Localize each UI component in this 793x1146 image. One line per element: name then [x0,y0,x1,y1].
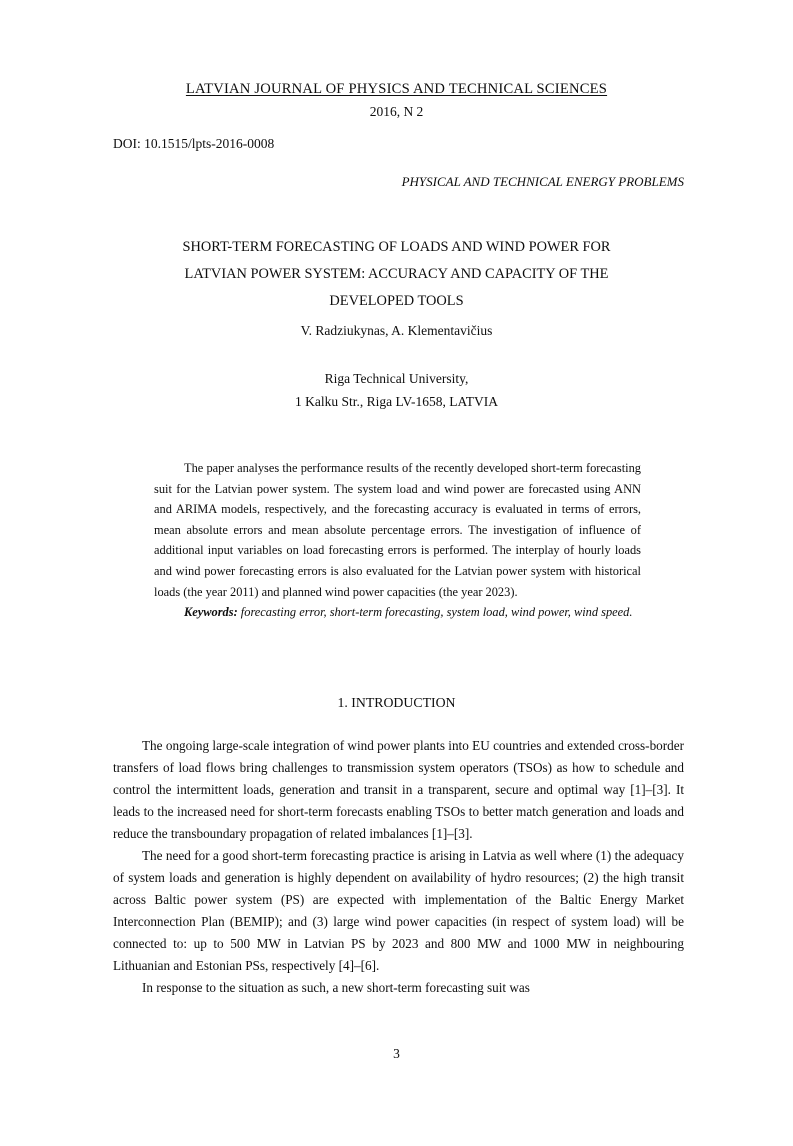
introduction-body [113,735,684,999]
section-banner: PHYSICAL AND TECHNICAL ENERGY PROBLEMS [401,174,684,189]
abstract-paragraph: The paper analyses the performance results of the recently developed short-term forecasting suit for the Latvian power system. The system load and wind power are forecasted using ANN and ARIMA models, respectively, and the forecasting accuracy is evaluated in terms of errors, mean absolute errors and mean absolute percentage errors. The investigation of influence of additional input variables on load forecasting errors is performed. The interplay of hourly loads and wind power forecasting errors is also evaluated for the Latvian power system with historical loads (the year 2011) and planned wind power capacities (the year 2023). [154,461,641,599]
article-title-line: SHORT-TERM FORECASTING OF LOADS AND WIND POWER FOR [182,239,611,255]
authors-line: V. Radziukynas, A. Klementavičius [300,323,493,338]
journal-title-text: LATVIAN JOURNAL OF PHYSICS AND TECHNICAL SCIENCES [185,81,608,97]
keywords-label: Keywords: [184,605,238,620]
issue-line: 2016, N 2 [369,104,424,119]
article-title-line: DEVELOPED TOOLS [329,293,464,309]
article-title-line: LATVIAN POWER SYSTEM: ACCURACY AND CAPACITY OF THE [184,266,609,282]
doi-line: DOI: 10.1515/lpts-2016-0008 [113,136,275,151]
keywords-paragraph [154,602,641,623]
body-paragraph: The ongoing large-scale integration of wind power plants into EU countries and extended cross-border transfers of load flows bring challenges to transmission system operators (TSOs) as how to schedule and control the intermittent loads, generation and transit in a transparent, secure and optimal way [1]–[3]. It leads to the increased need for short-term forecasts enabling TSOs to better match generation and loads and reduce the transboundary propagation of related imbalances [1]–[3]. [113,738,684,841]
journal-title [0,81,793,98]
affiliation-line: 1 Kalku Str., Riga LV-1658, LATVIA [294,393,498,409]
article-title [0,234,793,315]
introduction-heading: 1. INTRODUCTION [337,695,456,710]
affiliation-line: Riga Technical University, [324,371,469,386]
body-paragraph: In response to the situation as such, a new short-term forecasting suit was [142,980,530,995]
body-paragraph: The need for a good short-term forecasting practice is arising in Latvia as well where (1) the adequacy of system loads and generation is highly dependent on availability of hydro resources; (2) the high transit across Baltic power system (PS) are expected with implementation of the Baltic Energy Market Interconnection Plan (BEMIP); and (3) large wind power capacities (in respect of system load) will be connected to: up to 500 MW in Latvian PS by 2023 and 800 MW and 1000 MW in neighbouring Lithuanian and Estonian PSs, respectively [4]–[6]. [113,848,684,973]
keywords-text: forecasting error, short-term forecasting, system load, wind power, wind speed. [237,605,633,620]
affiliation [0,368,793,413]
abstract-block [154,458,641,623]
page-number: 3 [393,1046,400,1061]
